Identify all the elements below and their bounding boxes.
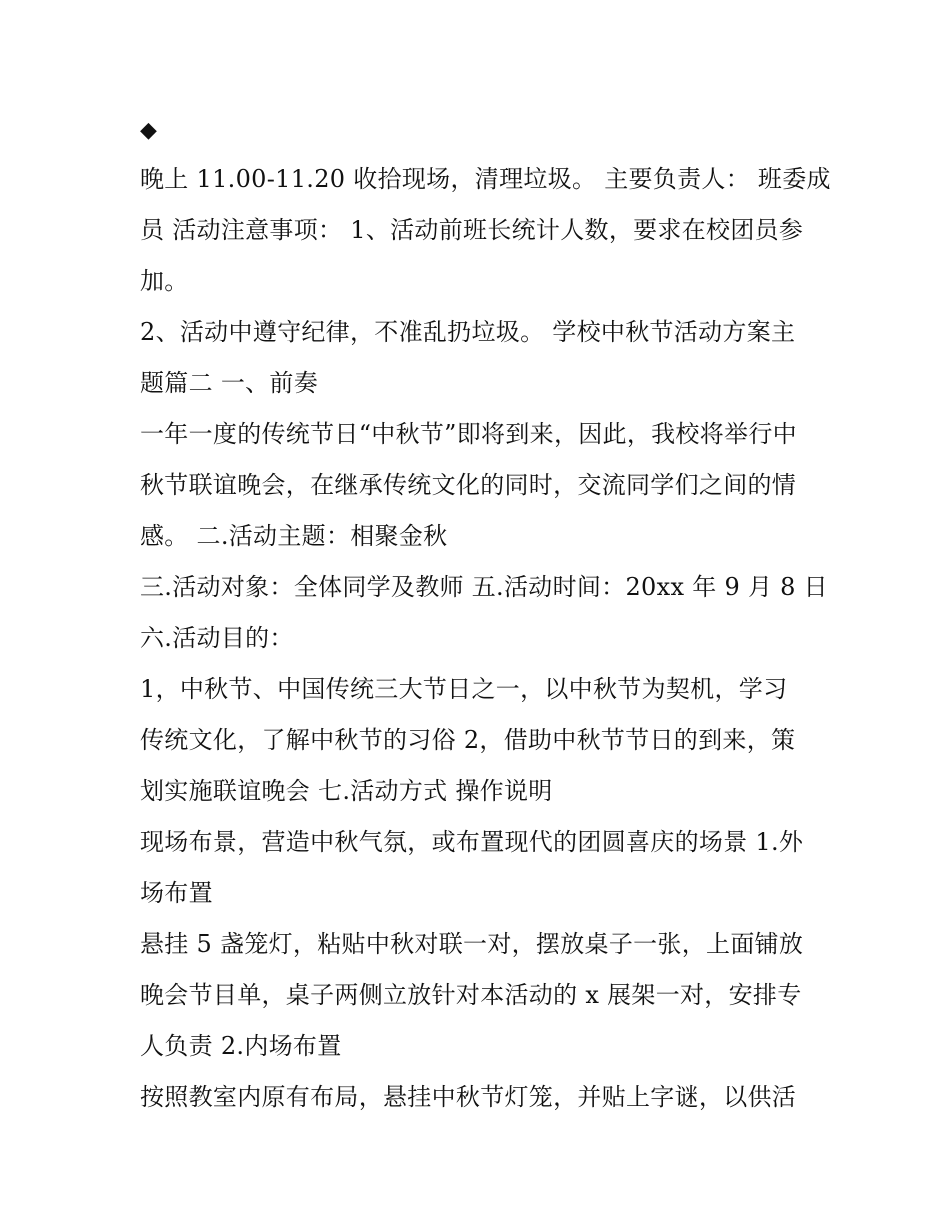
text-line: 一年一度的传统节日“中秋节”即将到来，因此，我校将举行中	[140, 420, 797, 448]
text-line: 1，中秋节、中国传统三大节日之一，以中秋节为契机，学习	[140, 675, 788, 703]
text-line: 人负责 2.内场布置	[140, 1032, 342, 1060]
text-line: 现场布景，营造中秋气氛，或布置现代的团圆喜庆的场景 1.外	[140, 828, 804, 856]
text-line: 加。	[140, 267, 189, 295]
text-line: 秋节联谊晚会，在继承传统文化的同时，交流同学们之间的情	[140, 471, 797, 499]
text-line: 划实施联谊晚会 七.活动方式 操作说明	[140, 777, 553, 805]
text-line: 感。 二.活动主题：相聚金秋	[140, 522, 448, 550]
document-body	[140, 108, 831, 1123]
text-line: 晚会节目单，桌子两侧立放针对本活动的 x 展架一对，安排专	[140, 981, 802, 1009]
text-line: 六.活动目的：	[140, 624, 294, 652]
text-line: 员 活动注意事项： 1、活动前班长统计人数，要求在校团员参	[140, 216, 804, 244]
text-line: 2、活动中遵守纪律，不准乱扔垃圾。 学校中秋节活动方案主	[140, 318, 796, 346]
text-line: 晚上 11.00-11.20 收拾现场，清理垃圾。 主要负责人： 班委成	[140, 165, 831, 193]
text-line: 题篇二 一、前奏	[140, 369, 319, 397]
text-line: 按照教室内原有布局，悬挂中秋节灯笼，并贴上字谜，以供活	[140, 1083, 797, 1111]
text-line: 三.活动对象：全体同学及教师 五.活动时间：20xx 年 9 月 8 日	[140, 573, 828, 601]
diamond-bullet-icon: ◆	[140, 118, 158, 143]
text-line: 场布置	[140, 879, 213, 907]
text-line: 传统文化，了解中秋节的习俗 2，借助中秋节节日的到来，策	[140, 726, 796, 754]
text-line: 悬挂 5 盏笼灯，粘贴中秋对联一对，摆放桌子一张，上面铺放	[140, 930, 804, 958]
